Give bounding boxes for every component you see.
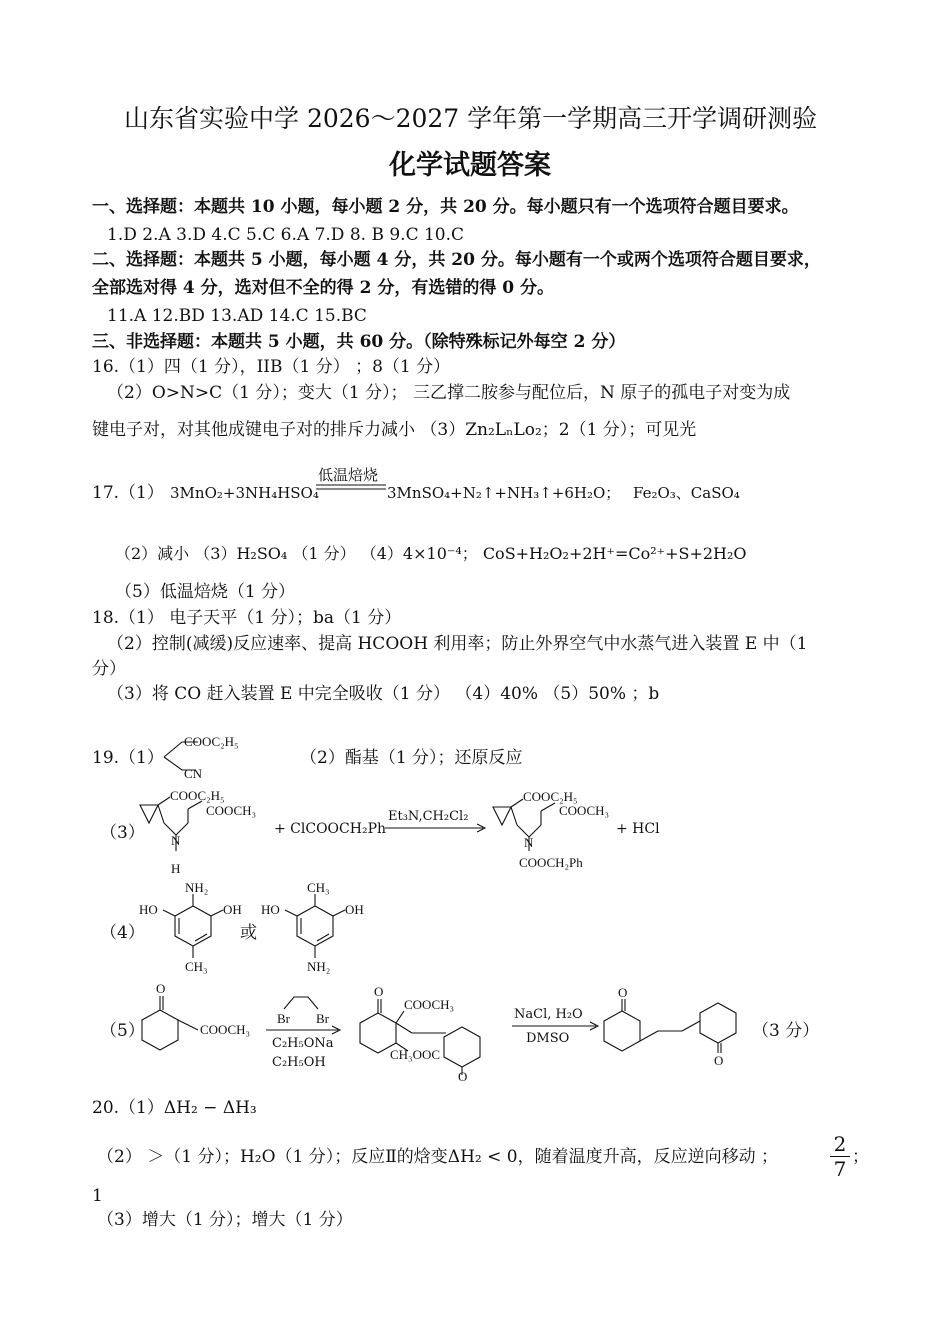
svg-text:CN: CN [184,766,203,781]
page-title: 山东省实验中学 2026～2027 学年第一学期高三开学调研测验 [124,104,818,133]
svg-text:CH₃: CH₃ [185,959,208,974]
q17-equation-right: 3MnSO₄+N₂↑+NH₃↑+6H₂O； [387,484,621,502]
svg-text:NH₂: NH₂ [185,880,209,895]
q19-part3-hcl: + HCl [616,821,660,837]
q17-equation-left: 3MnO₂+3NH₄HSO₄ [170,484,319,502]
q19-part5-cond2: C₂H₅OH [272,1055,326,1070]
q19-part5-score: （3 分） [752,1021,820,1041]
q18-line2: （2）控制(减缓)反应速率、提高 HCOOH 利用率；防止外界空气中水蒸气进入装置 E 中（1 [107,634,808,654]
q17-label: 17.（1） [92,483,164,503]
svg-text:OH: OH [345,902,364,917]
q17-equals-arrow [316,484,388,492]
svg-text:O: O [374,984,384,999]
q19-part3-condition: Et₃N,CH₂Cl₂ [388,809,469,824]
q19-part5-reagent [272,995,342,1025]
q18-line1: 18.（1） 电子天平（1 分）；ba（1 分） [92,608,402,628]
svg-text:COOC₂H₅: COOC₂H₅ [184,734,239,749]
svg-text:HO: HO [139,902,158,917]
svg-text:CH₃: CH₃ [307,880,330,895]
q20-fraction [830,1132,850,1181]
q20-line2: （2） ＞（1 分）；H₂O（1 分）；反应Ⅱ的焓变ΔH₂ < 0，随着温度升高，反应逆向移动 ； [97,1147,778,1167]
q16-line3: 键电子对，对其他成键电子对的排斥力减小 （3）Zn₂LₙLo₂；2（1 分）；可见光 [92,420,697,440]
q16-line1: 16.（1）四（1 分），IIB（1 分） ；8（1 分） [92,357,451,377]
svg-text:N: N [171,833,181,848]
q19-part5-product [598,985,758,1070]
section1-answers: 1.D 2.A 3.D 4.C 5.C 6.A 7.D 8. B 9.C 10.C [107,225,465,245]
q19-structure-1 [160,732,270,782]
svg-text:O: O [458,1069,468,1084]
q20-stray-number: 1 [92,1186,103,1206]
svg-text:CH₃OOC: CH₃OOC [390,1047,441,1062]
svg-text:Br: Br [316,1011,329,1026]
q20-line3: （3）增大（1 分）；增大（1 分） [97,1210,353,1230]
svg-text:HO: HO [261,902,280,917]
svg-text:COOC₂H₅: COOC₂H₅ [523,789,578,804]
svg-text:COOCH₃: COOCH₃ [206,803,257,818]
section3-heading: 三、非选择题：本题共 5 小题，共 60 分。（除特殊标记外每空 2 分） [92,332,626,352]
svg-text:O: O [618,985,628,1000]
q18-line3: 分） [92,659,126,679]
q20-fraction-tail: ； [852,1147,869,1167]
q19-part4-label: （4） [100,923,145,943]
svg-text:COOC₂H₅: COOC₂H₅ [170,788,225,803]
q19-part5-cond4: DMSO [526,1031,570,1046]
q20-line1: 20.（1）ΔH₂ − ΔH₃ [92,1098,257,1118]
svg-text:COOCH₂Ph: COOCH₂Ph [519,855,583,870]
section2-heading-line1: 二、选择题：本题共 5 小题，每小题 4 分，共 20 分。每小题有一个或两个选项符合题目要求， [92,250,821,270]
svg-text:H: H [171,861,181,876]
q19-label: 19.（1） [92,748,164,768]
svg-text:O: O [714,1053,724,1068]
q19-part2: （2）酯基（1 分）；还原反应 [300,748,523,768]
svg-text:N: N [524,835,534,850]
q19-part3-label: （3） [100,823,145,843]
q19-part5-cond3: NaCl, H₂O [514,1007,583,1022]
q19-part5-cond1: C₂H₅ONa [272,1036,334,1051]
svg-text:O: O [156,981,166,996]
q19-part3-reactant [130,785,280,880]
section2-heading-line2: 全部选对得 4 分，选对但不全的得 2 分，有选错的得 0 分。 [92,278,554,298]
q19-part5-reactant [130,982,265,1062]
svg-text:COOCH₃: COOCH₃ [200,1022,251,1037]
page-subtitle: 化学试题答案 [389,150,551,181]
q19-part4-structure-a [135,878,255,978]
svg-text:Br: Br [277,1011,290,1026]
q20-fraction-denominator: 7 [833,1157,847,1181]
q20-fraction-numerator: 2 [830,1132,850,1157]
svg-text:NH₂: NH₂ [307,959,331,974]
section1-heading: 一、选择题：本题共 10 小题，每小题 2 分，共 20 分。每小题只有一个选项符合题目要求。 [92,197,799,217]
q18-line4: （3）将 CO 赶入装置 E 中完全吸收（1 分） （4）40% （5）50% ；b [107,684,660,704]
q17-condition: 低温焙烧 [318,466,379,484]
svg-text:OH: OH [223,902,242,917]
q17-line2: （2）减小 （3）H₂SO₄ （1 分） （4）4×10⁻⁴； CoS+H₂O₂+2H⁺=Co²⁺+S+2H₂O [115,544,747,563]
q17-products: Fe₂O₃、CaSO₄ [633,484,740,502]
q17-line3: （5）低温焙烧（1 分） [115,582,296,602]
section2-answers: 11.A 12.BD 13.AD 14.C 15.BC [107,306,367,326]
q19-part4-or: 或 [240,923,257,943]
svg-text:COOCH₃: COOCH₃ [559,803,610,818]
q16-line2: （2）O>N>C（1 分）；变大（1 分）； 三乙撑二胺参与配位后，N 原子的孤电子对变为成 [107,383,791,403]
q19-part4-structure-b [255,878,375,978]
q19-part5-label: （5） [100,1021,145,1041]
q19-part3-arrow [385,824,490,834]
q19-part3-reagent: + ClCOOCH₂Ph [274,821,387,837]
svg-text:COOCH₃: COOCH₃ [404,997,455,1012]
q19-part5-intermediate [350,984,510,1084]
